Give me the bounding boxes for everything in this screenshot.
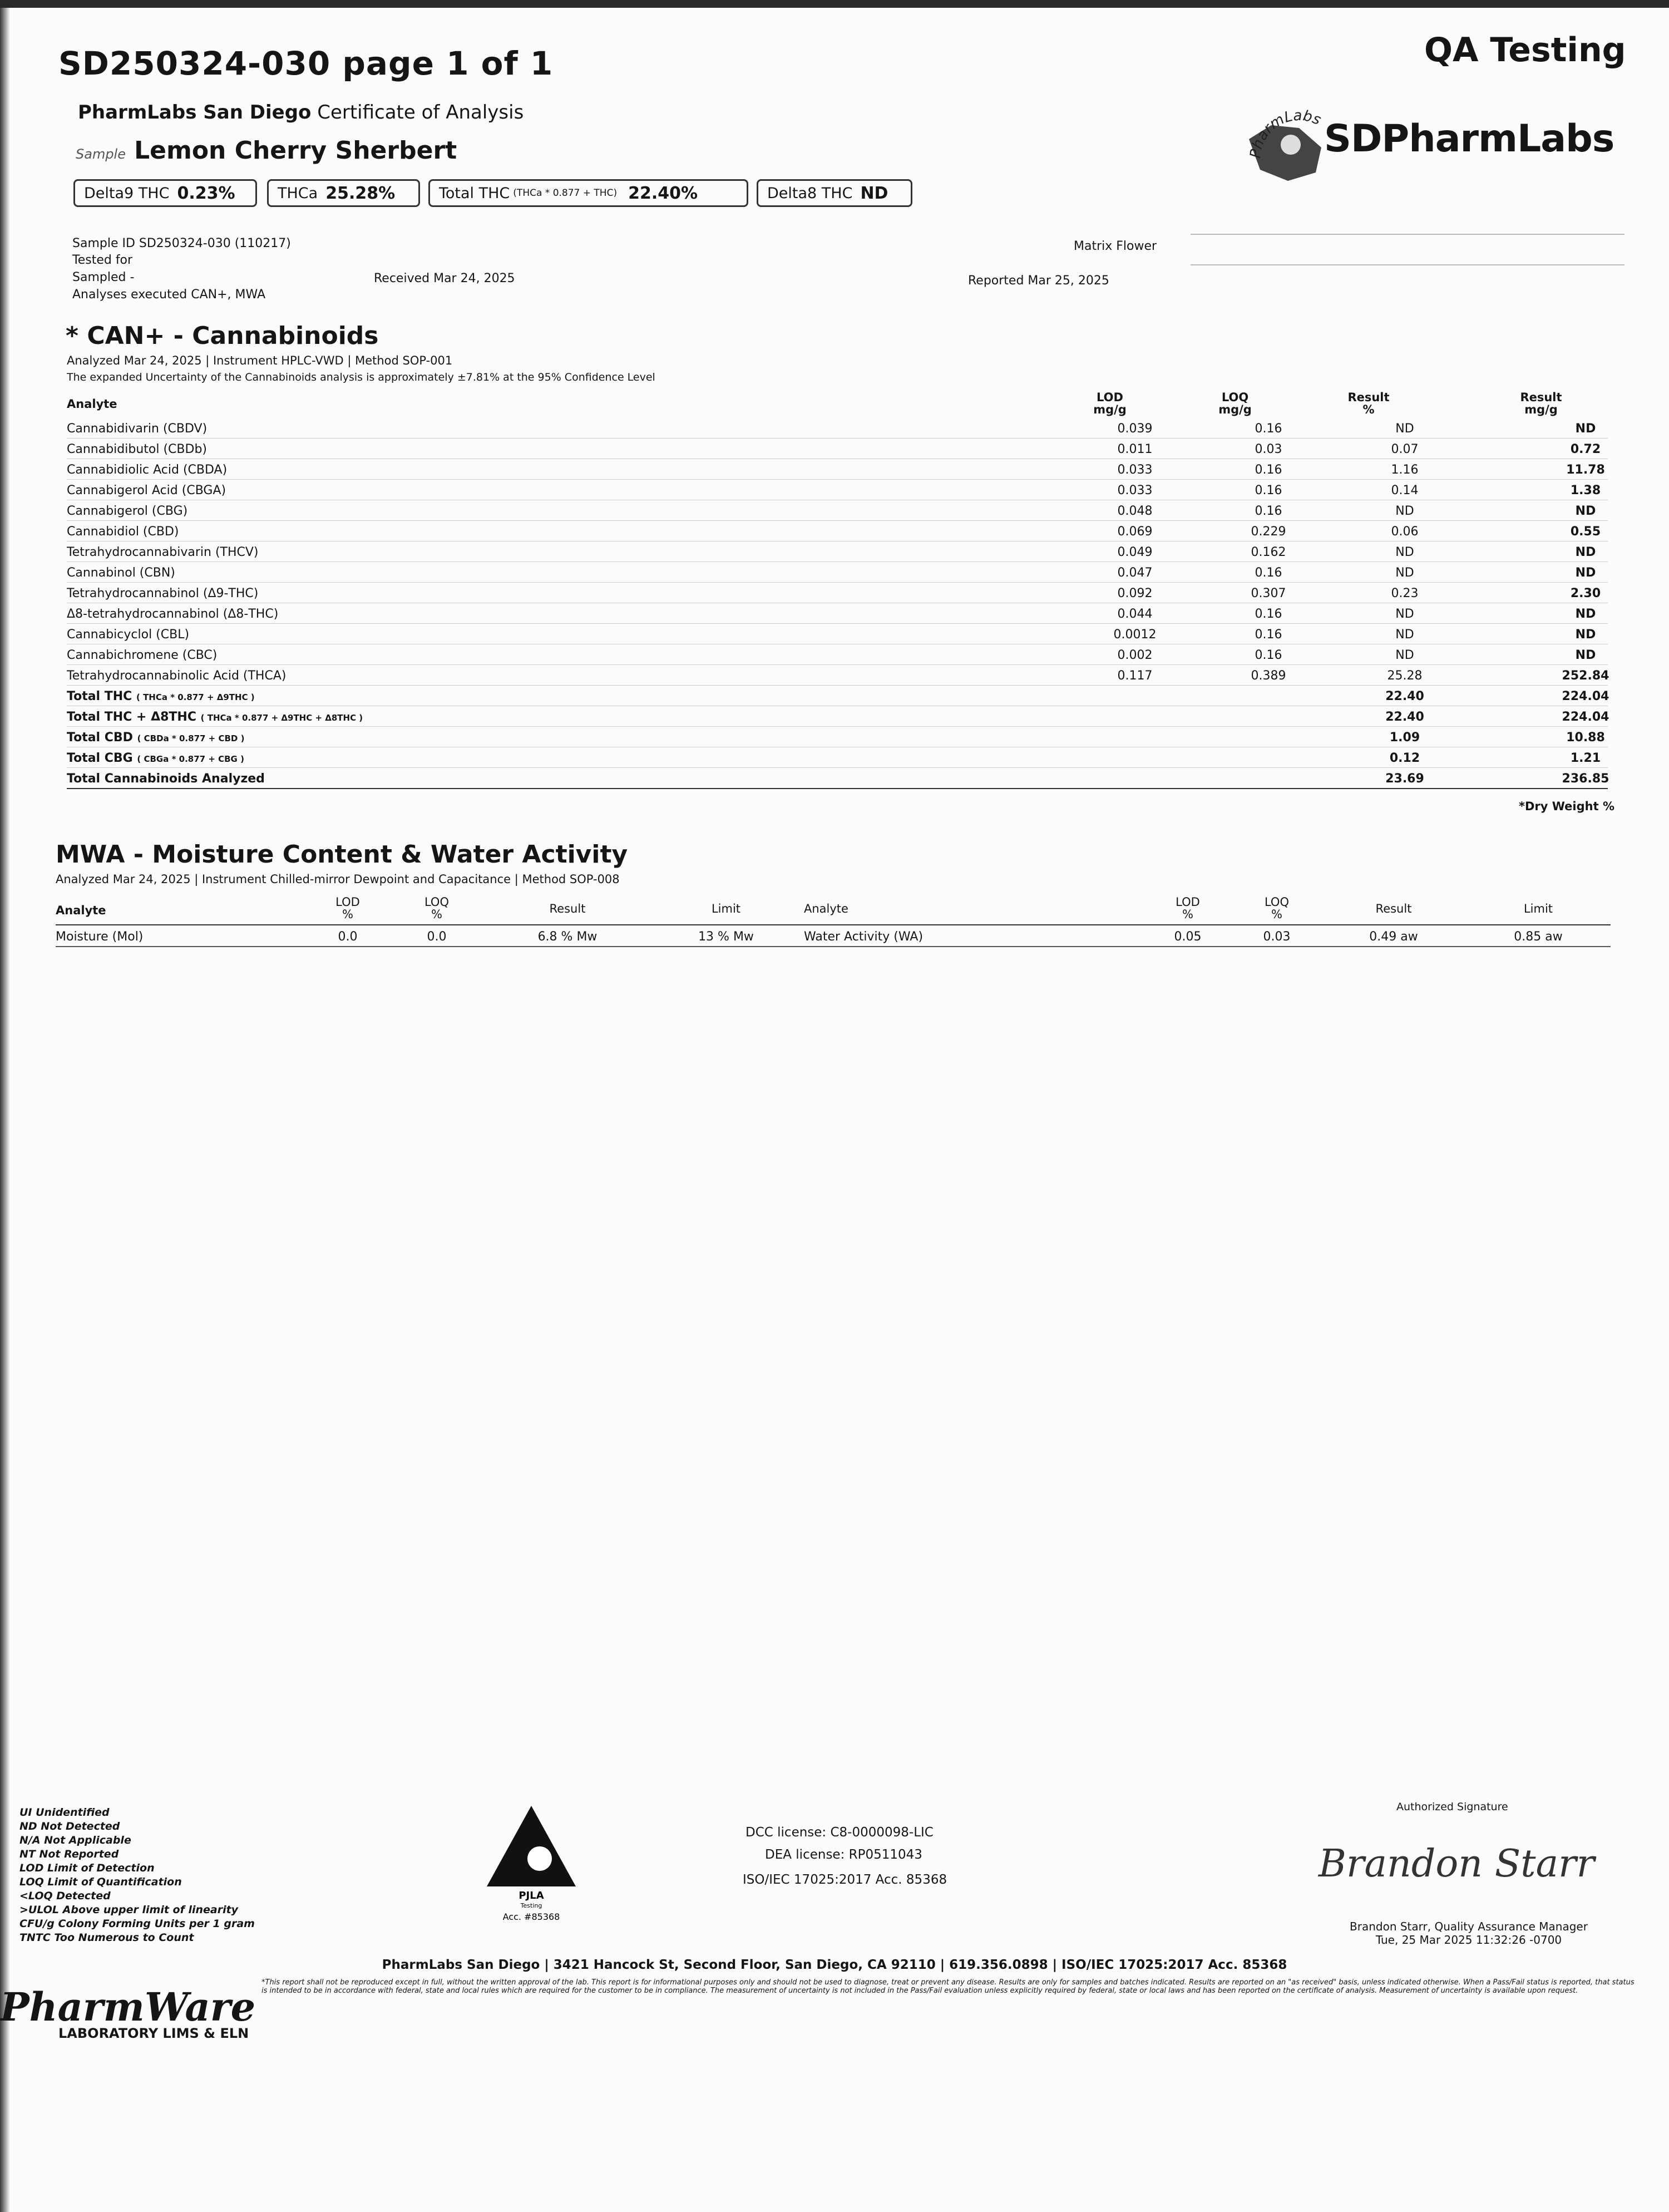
lod: 0.048 xyxy=(1117,504,1153,518)
result-pct: 1.09 xyxy=(1389,731,1420,745)
mwa-col-limit: Limit xyxy=(711,902,741,915)
mwa-col-loq xyxy=(406,896,467,920)
signature: Brandon Starr xyxy=(1319,1842,1595,1886)
lod: 0.047 xyxy=(1117,566,1153,580)
legend-item: ND Not Detected xyxy=(19,1820,120,1832)
table-row xyxy=(67,459,1608,480)
lod: 0.092 xyxy=(1117,587,1153,600)
sample-id: Sample ID SD250324-030 (110217) xyxy=(72,237,291,250)
abbreviation-legend xyxy=(19,1806,255,1945)
summary-value: 25.28% xyxy=(325,183,396,203)
analyte: Cannabidivarin (CBDV) xyxy=(67,422,208,436)
result-mg: 2.30 xyxy=(1570,587,1601,600)
col-result-pct-unit: % xyxy=(1362,403,1375,416)
result-mg: ND xyxy=(1575,648,1596,662)
col-lod-unit: mg/g xyxy=(1093,403,1127,416)
result-mg: 252.84 xyxy=(1562,669,1609,683)
mwa-analyzed: Analyzed Mar 24, 2025 | Instrument Chilled-mirror Dewpoint and Capacitance | Method SOP-008 xyxy=(56,873,620,886)
result-mg: ND xyxy=(1575,422,1596,436)
col-result-mg-unit: mg/g xyxy=(1524,403,1558,416)
loq: 0.16 xyxy=(1255,628,1282,642)
analyte-2: Water Activity (WA) xyxy=(804,930,924,944)
lod: 0.069 xyxy=(1117,525,1153,539)
col-lod-label: LOD xyxy=(1097,391,1123,404)
table-row xyxy=(67,644,1608,665)
lab-name: PharmLabs San Diego xyxy=(78,101,312,124)
mwa-col-lod-unit: % xyxy=(342,908,353,921)
legend-item: N/A Not Applicable xyxy=(19,1834,131,1846)
mwa-col-result: Result xyxy=(549,902,586,915)
mwa-col-analyte-2: Analyte xyxy=(804,902,848,915)
col-result-pct-label: Result xyxy=(1347,391,1390,404)
mwa-title: MWA - Moisture Content & Water Activity xyxy=(56,840,628,869)
total-formula: ( THCa * 0.877 + Δ9THC ) xyxy=(136,692,255,702)
total-name: Total CBD xyxy=(67,731,133,745)
analyses-executed: Analyses executed CAN+, MWA xyxy=(72,288,266,302)
summary-total-thc xyxy=(428,179,748,207)
lod: 0.0012 xyxy=(1113,628,1157,642)
legend-item: LOQ Limit of Quantification xyxy=(19,1876,182,1888)
sample-line xyxy=(76,136,457,165)
result-pct: 22.40 xyxy=(1385,689,1424,703)
lod: 0.033 xyxy=(1117,484,1153,497)
analyte: Tetrahydrocannabinolic Acid (THCA) xyxy=(67,669,287,683)
lod: 0.044 xyxy=(1117,607,1153,621)
total-analyte xyxy=(67,751,244,765)
analyte: Cannabigerol (CBG) xyxy=(67,504,188,518)
mwa-col-loq-2 xyxy=(1246,896,1307,920)
lab-line xyxy=(78,101,524,124)
total-analyte xyxy=(67,689,255,703)
sampled: Sampled - xyxy=(72,270,135,284)
result-mg: 0.72 xyxy=(1570,442,1601,456)
lod: 0.033 xyxy=(1117,463,1153,477)
scan-top-edge xyxy=(0,0,1669,8)
pjla-acc: Acc. #85368 xyxy=(502,1912,560,1922)
lod: 0.0 xyxy=(338,930,358,944)
legend-item: CFU/g Colony Forming Units per 1 gram xyxy=(19,1918,255,1930)
total-row xyxy=(67,767,1608,789)
result-mg: ND xyxy=(1575,607,1596,621)
globe-icon xyxy=(527,1846,552,1871)
table-row xyxy=(67,582,1608,603)
received-date: Received Mar 24, 2025 xyxy=(374,272,515,285)
col-result-mg-label: Result xyxy=(1520,391,1562,404)
total-name: Total Cannabinoids Analyzed xyxy=(67,772,265,786)
table-row xyxy=(67,500,1608,521)
result-mg: 1.38 xyxy=(1570,484,1601,497)
result-mg: ND xyxy=(1575,504,1596,518)
logo-emblem xyxy=(1281,135,1301,155)
can-title: * CAN+ - Cannabinoids xyxy=(66,322,379,350)
total-analyte xyxy=(67,710,363,724)
result-pct: 0.07 xyxy=(1391,442,1419,456)
result-pct: ND xyxy=(1395,504,1414,518)
mwa-col-loq-unit: % xyxy=(1271,908,1282,921)
lod: 0.002 xyxy=(1117,648,1153,662)
cert-title: Certificate of Analysis xyxy=(317,101,524,124)
loq: 0.229 xyxy=(1251,525,1286,539)
result-pct: 0.23 xyxy=(1391,587,1419,600)
table-row xyxy=(67,664,1608,686)
analyte: Moisture (Mol) xyxy=(56,930,144,944)
pharmware-logo xyxy=(0,1984,255,2041)
result-mg: 0.55 xyxy=(1570,525,1601,539)
mwa-row xyxy=(56,924,1611,947)
table-row xyxy=(67,541,1608,562)
result-mg: 224.04 xyxy=(1562,710,1609,724)
result-2: 0.49 aw xyxy=(1369,930,1418,944)
result-pct: 0.12 xyxy=(1389,751,1420,765)
summary-value: 22.40% xyxy=(628,183,698,203)
mwa-col-loq-label: LOQ xyxy=(424,895,449,909)
dry-weight-note: *Dry Weight % xyxy=(1519,800,1614,813)
dcc-license: DCC license: C8-0000098-LIC xyxy=(745,1825,934,1840)
total-name: Total THC xyxy=(67,689,132,703)
sample-label: Sample xyxy=(76,146,126,162)
document-id: SD250324-030 page 1 of 1 xyxy=(58,45,554,82)
analyte: Cannabigerol Acid (CBGA) xyxy=(67,484,226,497)
loq: 0.16 xyxy=(1255,422,1282,436)
divider xyxy=(1191,264,1624,265)
result: 6.8 % Mw xyxy=(537,930,598,944)
col-loq-label: LOQ xyxy=(1221,391,1249,404)
table-row xyxy=(67,561,1608,583)
col-loq-unit: mg/g xyxy=(1218,403,1252,416)
lod: 0.039 xyxy=(1117,422,1153,436)
result-pct: ND xyxy=(1395,566,1414,580)
total-formula: ( CBGa * 0.877 + CBG ) xyxy=(137,754,244,764)
loq-2: 0.03 xyxy=(1263,930,1291,944)
col-lod xyxy=(1068,391,1152,416)
pjla-accreditation-logo xyxy=(484,1803,579,1925)
result-pct: ND xyxy=(1395,648,1414,662)
loq: 0.16 xyxy=(1255,463,1282,477)
result-mg: ND xyxy=(1575,545,1596,559)
result-mg: 10.88 xyxy=(1566,731,1605,745)
mwa-col-loq-unit: % xyxy=(431,908,442,921)
result-mg: 11.78 xyxy=(1566,463,1605,477)
signer-info xyxy=(1274,1920,1663,1947)
divider xyxy=(1191,234,1624,235)
loq: 0.0 xyxy=(427,930,447,944)
summary-value: ND xyxy=(860,183,888,203)
mwa-col-lod-label: LOD xyxy=(1176,895,1200,909)
limit-2: 0.85 aw xyxy=(1514,930,1563,944)
result-pct: 22.40 xyxy=(1385,710,1424,724)
result-pct: ND xyxy=(1395,607,1414,621)
result-pct: ND xyxy=(1395,545,1414,559)
limit: 13 % Mw xyxy=(698,930,754,944)
total-formula: ( THCa * 0.877 + Δ9THC + Δ8THC ) xyxy=(200,713,363,723)
loq: 0.16 xyxy=(1255,648,1282,662)
legend-item: LOD Limit of Detection xyxy=(19,1862,155,1874)
signature-label: Authorized Signature xyxy=(1396,1801,1508,1813)
tested-for: Tested for xyxy=(72,253,133,267)
can-analyzed: Analyzed Mar 24, 2025 | Instrument HPLC-VWD | Method SOP-001 xyxy=(67,354,453,367)
qa-testing-label: QA Testing xyxy=(1424,31,1626,70)
loq: 0.16 xyxy=(1255,607,1282,621)
col-loq xyxy=(1193,391,1277,416)
analyte: Cannabidibutol (CBDb) xyxy=(67,442,207,456)
logo-text: SDPharmLabs xyxy=(1324,117,1614,161)
total-row xyxy=(67,726,1608,747)
footer-disclaimer: *This report shall not be reproduced except in full, without the written approval of the lab. This report is for informational purposes only and should not be used to diagnose, treat or prevent any disease. Results are only for samples and batches indicated. Results are reported on an "as received" basis, unless indicated otherwise. When a Pass/Fail status is reported, that status is intended to be in accordance with federal, state and local rules which are required for the customer to be in compliance. The measurement of uncertainty is not included in the Pass/Fail evaluation unless explicitly required by federal, state or local laws and has been reported on the certificate of analysis. Measurement of uncertainty is available upon request. xyxy=(261,1978,1635,1995)
pjla-sub: Testing xyxy=(520,1902,542,1909)
total-row xyxy=(67,706,1608,727)
col-analyte: Analyte xyxy=(67,397,117,411)
analyte: Cannabichromene (CBC) xyxy=(67,648,218,662)
mwa-col-loq-label: LOQ xyxy=(1264,895,1289,909)
logo-arc-text: PharmLabs xyxy=(1247,107,1324,159)
total-analyte xyxy=(67,772,265,786)
reported-date: Reported Mar 25, 2025 xyxy=(968,274,1109,288)
summary-thca xyxy=(267,179,420,207)
summary-label: Delta9 THC xyxy=(84,184,170,202)
mwa-col-lod-2 xyxy=(1157,896,1218,920)
legend-item: >ULOL Above upper limit of linearity xyxy=(19,1904,239,1916)
result-mg: ND xyxy=(1575,566,1596,580)
summary-label: THCa xyxy=(278,184,318,202)
legend-item: NT Not Reported xyxy=(19,1848,119,1860)
mwa-col-lod-unit: % xyxy=(1182,908,1193,921)
table-row xyxy=(67,438,1608,459)
loq: 0.307 xyxy=(1251,587,1286,600)
result-mg: 236.85 xyxy=(1562,772,1609,786)
total-formula: ( CBDa * 0.877 + CBD ) xyxy=(137,733,245,743)
loq: 0.16 xyxy=(1255,484,1282,497)
summary-delta9 xyxy=(73,179,257,207)
table-row xyxy=(67,520,1608,541)
lod-2: 0.05 xyxy=(1174,930,1202,944)
total-row xyxy=(67,747,1608,768)
can-uncertainty: The expanded Uncertainty of the Cannabinoids analysis is approximately ±7.81% at the 95% Confidence Level xyxy=(67,371,655,383)
analyte: Cannabidiol (CBD) xyxy=(67,525,179,539)
table-row xyxy=(67,623,1608,644)
table-row xyxy=(67,603,1608,624)
analyte: Cannabicyclol (CBL) xyxy=(67,628,190,642)
analyte: Tetrahydrocannabivarin (THCV) xyxy=(67,545,259,559)
result-pct: 0.14 xyxy=(1391,484,1419,497)
total-name: Total CBG xyxy=(67,751,133,765)
total-row xyxy=(67,685,1608,706)
analyte: Cannabidiolic Acid (CBDA) xyxy=(67,463,228,477)
lod: 0.011 xyxy=(1117,442,1153,456)
loq: 0.16 xyxy=(1255,504,1282,518)
result-mg: 224.04 xyxy=(1562,689,1609,703)
mwa-col-result-2: Result xyxy=(1375,902,1412,915)
result-pct: 0.06 xyxy=(1391,525,1419,539)
result-mg: ND xyxy=(1575,628,1596,642)
pharmware-sub: LABORATORY LIMS & ELN xyxy=(58,2026,249,2041)
analyte: Δ8-tetrahydrocannabinol (Δ8-THC) xyxy=(67,607,279,621)
col-result-pct xyxy=(1321,391,1416,416)
result-pct: 25.28 xyxy=(1387,669,1423,683)
col-result-mg xyxy=(1491,391,1591,416)
loq: 0.16 xyxy=(1255,566,1282,580)
table-row xyxy=(67,417,1608,439)
result-pct: 1.16 xyxy=(1391,463,1419,477)
mwa-col-lod-label: LOD xyxy=(335,895,360,909)
signer-name: Brandon Starr, Quality Assurance Manager xyxy=(1350,1920,1588,1933)
lod: 0.049 xyxy=(1117,545,1153,559)
result-pct: ND xyxy=(1395,422,1414,436)
lod: 0.117 xyxy=(1117,669,1153,683)
loq: 0.389 xyxy=(1251,669,1286,683)
loq: 0.03 xyxy=(1255,442,1282,456)
signature-date: Tue, 25 Mar 2025 11:32:26 -0700 xyxy=(1375,1933,1562,1947)
result-pct: 23.69 xyxy=(1385,772,1424,786)
legend-item: UI Unidentified xyxy=(19,1806,110,1819)
loq: 0.162 xyxy=(1251,545,1286,559)
summary-delta8 xyxy=(757,179,912,207)
footer-address: PharmLabs San Diego | 3421 Hancock St, Second Floor, San Diego, CA 92110 | 619.356.0898 | ISO/IEC 17025:2017 Acc. 85368 xyxy=(382,1958,1287,1972)
summary-value: 0.23% xyxy=(177,183,235,203)
summary-formula: (THCa * 0.877 + THC) xyxy=(513,188,618,199)
dea-license: DEA license: RP0511043 xyxy=(765,1848,922,1862)
iso-accreditation: ISO/IEC 17025:2017 Acc. 85368 xyxy=(743,1873,947,1887)
matrix: Matrix Flower xyxy=(1074,239,1157,253)
triangle-icon xyxy=(487,1806,576,1886)
total-name: Total THC + Δ8THC xyxy=(67,710,196,724)
pharmware-name: PharmWare xyxy=(0,1984,256,2030)
total-analyte xyxy=(67,731,244,745)
legend-item: TNTC Too Numerous to Count xyxy=(19,1932,194,1944)
pjla-text: PJLA xyxy=(519,1890,544,1901)
analyte: Tetrahydrocannabinol (Δ9-THC) xyxy=(67,587,259,600)
sample-name: Lemon Cherry Sherbert xyxy=(134,136,457,165)
mwa-col-lod xyxy=(317,896,378,920)
scan-left-edge xyxy=(0,8,10,2212)
summary-label: Delta8 THC xyxy=(767,184,853,202)
legend-item: <LOQ Detected xyxy=(19,1890,111,1902)
table-row xyxy=(67,479,1608,500)
mwa-col-analyte: Analyte xyxy=(56,904,106,917)
result-mg: 1.21 xyxy=(1570,751,1601,765)
result-pct: ND xyxy=(1395,628,1414,642)
mwa-col-limit-2: Limit xyxy=(1523,902,1553,915)
summary-label: Total THC xyxy=(439,184,510,202)
analyte: Cannabinol (CBN) xyxy=(67,566,175,580)
